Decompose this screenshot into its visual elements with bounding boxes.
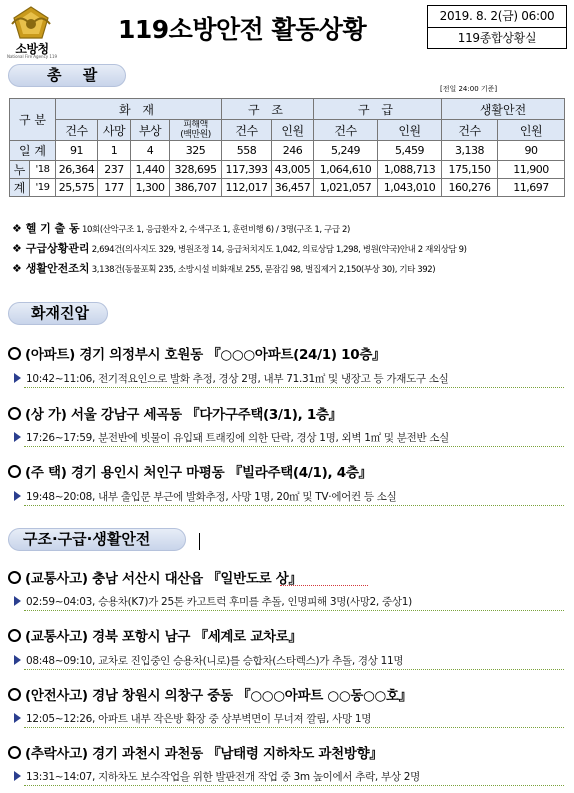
table-cell: 36,457 bbox=[272, 179, 314, 197]
item-title: (안전사고) 경남 창원시 의창구 중동 『○○○아파트 ○○동○○호』 bbox=[25, 688, 412, 704]
dotted-underline bbox=[24, 610, 564, 611]
circle-bullet-icon bbox=[8, 407, 21, 420]
triangle-bullet-icon bbox=[14, 432, 21, 442]
table-cell: 160,276 bbox=[442, 179, 498, 197]
item-detail-row bbox=[14, 769, 420, 784]
item-detail-row bbox=[14, 711, 371, 726]
list-item bbox=[8, 625, 302, 645]
section-fire-label: 화재진압 bbox=[8, 302, 108, 325]
row-label: 일 계 bbox=[10, 141, 56, 161]
agency-logo-icon bbox=[8, 4, 54, 44]
table-cell: 1,300 bbox=[131, 179, 170, 197]
dotted-underline bbox=[24, 387, 564, 388]
col-group-header: 구 분 bbox=[10, 99, 56, 141]
table-cell: 43,005 bbox=[272, 161, 314, 179]
item-detail: 02:59~04:03, 승용차(K7)가 25톤 카고트럭 후미를 추돌, 인명피해 3명(사망2, 중상1) bbox=[26, 596, 412, 608]
list-item bbox=[8, 343, 385, 363]
table-cell: 1,088,713 bbox=[378, 161, 442, 179]
group-life-safety: 생활안전 bbox=[442, 99, 565, 120]
report-office: 119종합상황실 bbox=[428, 27, 566, 48]
item-detail: 17:26~17:59, 분전반에 빗물이 유입돼 트래킹에 의한 단락, 경상 1명, 외벽 1㎡ 및 분전반 소실 bbox=[26, 432, 450, 444]
group-rescue: 구 조 bbox=[222, 99, 314, 120]
line-text: 10회(산악구조 1, 응급환자 2, 수색구조 1, 훈련비행 6) / 3명(구조 1, 구급 2) bbox=[82, 225, 350, 235]
table-cell: 175,150 bbox=[442, 161, 498, 179]
section-summary-label: 총 괄 bbox=[8, 64, 126, 87]
helicopter-line bbox=[12, 220, 350, 236]
row-label: 누 bbox=[10, 161, 30, 179]
basis-note: [전일 24:00 기준] bbox=[440, 85, 498, 93]
dotted-underline bbox=[24, 785, 564, 786]
date-box bbox=[427, 5, 567, 49]
line-label: ❖ 구급상황관리 bbox=[12, 242, 90, 255]
circle-bullet-icon bbox=[8, 688, 21, 701]
table-row bbox=[10, 179, 565, 197]
dotted-underline bbox=[24, 727, 564, 728]
row-year: '18 bbox=[30, 161, 56, 179]
list-item bbox=[8, 461, 372, 481]
item-title: (교통사고) 경북 포항시 남구 『세계로 교차로』 bbox=[25, 629, 302, 645]
table-cell: 112,017 bbox=[222, 179, 272, 197]
table-cell: 558 bbox=[222, 141, 272, 161]
table-cell: 3,138 bbox=[442, 141, 498, 161]
list-item bbox=[8, 567, 302, 587]
group-ems: 구 급 bbox=[314, 99, 442, 120]
table-cell: 1,043,010 bbox=[378, 179, 442, 197]
life-safety-line bbox=[12, 260, 435, 276]
sub-header: 건수 bbox=[442, 120, 498, 141]
row-year: '19 bbox=[30, 179, 56, 197]
item-title: (주 택) 경기 용인시 처인구 마평동 『빌라주택(4/1), 4층』 bbox=[25, 465, 372, 481]
sub-header: 인원 bbox=[498, 120, 565, 141]
line-label: ❖ 헬 기 출 동 bbox=[12, 222, 80, 235]
dotted-underline bbox=[24, 505, 564, 506]
table-cell: 5,249 bbox=[314, 141, 378, 161]
table-row bbox=[10, 161, 565, 179]
table-cell: 325 bbox=[170, 141, 222, 161]
dotted-underline bbox=[24, 446, 564, 447]
table-cell: 246 bbox=[272, 141, 314, 161]
sub-header: 건수 bbox=[56, 120, 98, 141]
dotted-underline bbox=[24, 669, 564, 670]
table-cell: 5,459 bbox=[378, 141, 442, 161]
table-cell: 328,695 bbox=[170, 161, 222, 179]
sub-header: 인원 bbox=[378, 120, 442, 141]
table-cell: 26,364 bbox=[56, 161, 98, 179]
sub-header: 건수 bbox=[314, 120, 378, 141]
triangle-bullet-icon bbox=[14, 655, 21, 665]
agency-name: 소방청 bbox=[15, 42, 49, 56]
item-title: (상 가) 서울 강남구 세곡동 『다가구주택(3/1), 1층』 bbox=[25, 407, 342, 423]
sub-header: 인원 bbox=[272, 120, 314, 141]
line-text: 2,694건(의사지도 329, 병원조정 14, 응급처치지도 1,042, 의료상담 1,298, 병원(약국)안내 2 재외상담 9) bbox=[91, 245, 467, 255]
table-cell: 1,440 bbox=[131, 161, 170, 179]
item-detail-row bbox=[14, 371, 448, 386]
row-label: 계 bbox=[10, 179, 30, 197]
spell-check-underline bbox=[280, 585, 368, 586]
list-item bbox=[8, 684, 412, 704]
table-cell: 90 bbox=[498, 141, 565, 161]
item-title: (교통사고) 충남 서산시 대산읍 『일반도로 상』 bbox=[25, 571, 302, 587]
report-date: 2019. 8. 2(금) 06:00 bbox=[439, 9, 555, 23]
ems-management-line bbox=[12, 240, 467, 256]
circle-bullet-icon bbox=[8, 629, 21, 642]
line-label: ❖ 생활안전조치 bbox=[12, 262, 90, 275]
table-cell: 91 bbox=[56, 141, 98, 161]
table-cell: 386,707 bbox=[170, 179, 222, 197]
circle-bullet-icon bbox=[8, 746, 21, 759]
triangle-bullet-icon bbox=[14, 373, 21, 383]
item-detail-row bbox=[14, 489, 396, 504]
item-detail: 08:48~09:10, 교차로 진입중인 승용차(니로)를 승합차(스타렉스)가 추돌, 경상 11명 bbox=[26, 655, 404, 667]
sub-header: 건수 bbox=[222, 120, 272, 141]
item-detail: 10:42~11:06, 전기적요인으로 발화 추정, 경상 2명, 내부 71.31㎡ 및 냉장고 등 가재도구 소실 bbox=[26, 373, 449, 385]
item-detail: 19:48~20:08, 내부 출입문 부근에 발화추정, 사망 1명, 20㎡ 및 TV·에어컨 등 소실 bbox=[26, 491, 397, 503]
group-fire: 화 재 bbox=[56, 99, 222, 120]
section-rescue-label: 구조·구급·생활안전 bbox=[8, 528, 186, 551]
item-detail-row bbox=[14, 653, 403, 668]
table-cell: 4 bbox=[131, 141, 170, 161]
table-cell: 117,393 bbox=[222, 161, 272, 179]
item-detail: 13:31~14:07, 지하차도 보수작업을 위한 발판전개 작업 중 3m 높이에서 추락, 부상 2명 bbox=[26, 771, 420, 783]
line-text: 3,138건(동물포획 235, 소방시설 비화재보 255, 문잠김 98, 벌집제거 2,150(부상 30), 기타 392) bbox=[91, 265, 436, 275]
sub-header: 사망 bbox=[98, 120, 131, 141]
list-item bbox=[8, 742, 383, 762]
triangle-bullet-icon bbox=[14, 771, 21, 781]
table-cell: 11,697 bbox=[498, 179, 565, 197]
item-title: (아파트) 경기 의정부시 호원동 『○○○아파트(24/1) 10층』 bbox=[25, 347, 386, 363]
table-cell: 1 bbox=[98, 141, 131, 161]
table-cell: 11,900 bbox=[498, 161, 565, 179]
triangle-bullet-icon bbox=[14, 491, 21, 501]
agency-name-en: National Fire Agency 119 bbox=[6, 54, 58, 59]
item-title: (추락사고) 경기 과천시 과천동 『남태령 지하차도 과천방향』 bbox=[25, 746, 383, 762]
table-cell: 237 bbox=[98, 161, 131, 179]
table-cell: 1,021,057 bbox=[314, 179, 378, 197]
text-cursor bbox=[199, 533, 200, 550]
summary-table bbox=[9, 98, 565, 197]
table-cell: 177 bbox=[98, 179, 131, 197]
page-title: 119소방안전 활동상황 bbox=[118, 15, 367, 44]
table-row bbox=[10, 141, 565, 161]
triangle-bullet-icon bbox=[14, 713, 21, 723]
item-detail-row bbox=[14, 594, 412, 609]
triangle-bullet-icon bbox=[14, 596, 21, 606]
sub-header: 부상 bbox=[131, 120, 170, 141]
list-item bbox=[8, 403, 342, 423]
circle-bullet-icon bbox=[8, 465, 21, 478]
item-detail-row bbox=[14, 430, 449, 445]
circle-bullet-icon bbox=[8, 347, 21, 360]
table-cell: 1,064,610 bbox=[314, 161, 378, 179]
circle-bullet-icon bbox=[8, 571, 21, 584]
table-cell: 25,575 bbox=[56, 179, 98, 197]
sub-header: 피해액 (백만원) bbox=[170, 120, 222, 141]
item-detail: 12:05~12:26, 아파트 내부 작은방 확장 중 상부벽면이 무너져 깔림, 사망 1명 bbox=[26, 713, 372, 725]
